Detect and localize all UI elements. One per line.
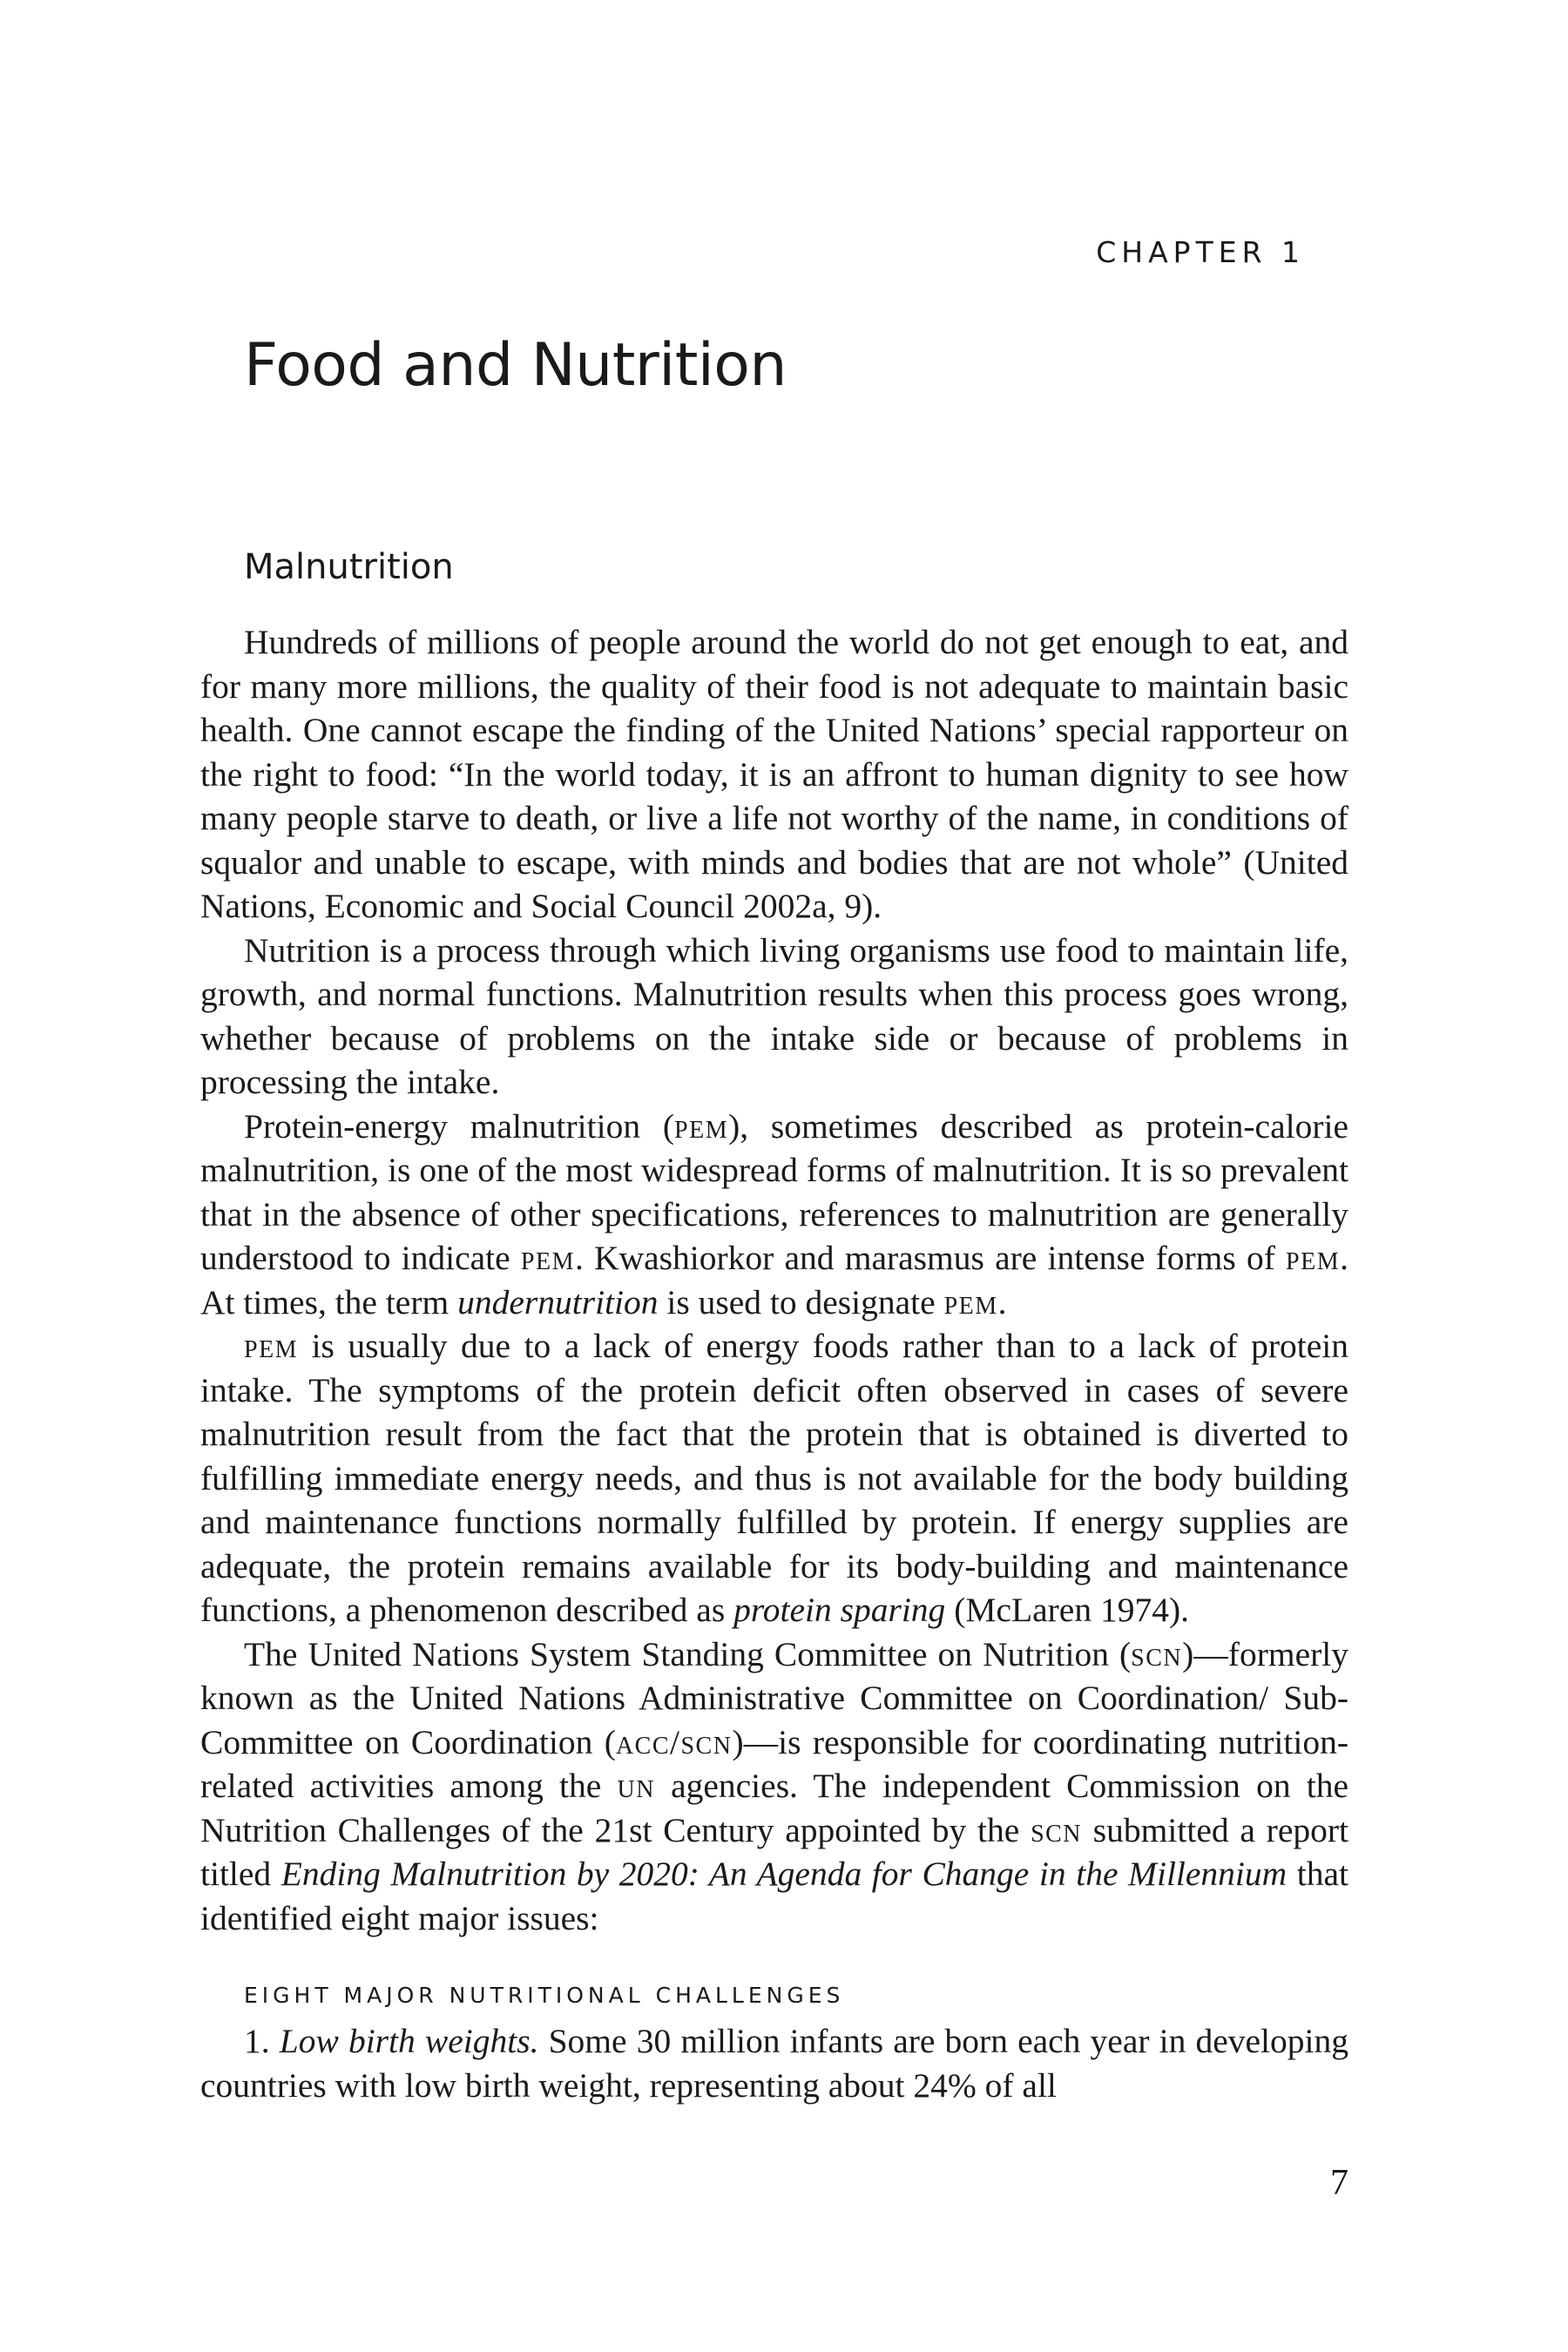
abbreviation: acc/scn: [615, 1722, 733, 1761]
abbreviation: pem: [674, 1106, 729, 1146]
text-run: . Kwashiorkor and marasmus are intense forms of: [574, 1239, 1287, 1277]
list-item-title: Low birth weights.: [279, 2022, 539, 2060]
abbreviation: un: [617, 1767, 655, 1805]
text-run: The United Nations System Standing Committee on Nutrition (: [244, 1634, 1132, 1673]
text-run: that identified eight major issues:: [200, 1855, 1348, 1937]
paragraph-1: Hundreds of millions of people around the world do not get enough to eat, and for many more millions, the quality of their food is not adequate to maintain basic health. One cannot escape the finding of the United Nations’ special rapporteur on the right to food: “In the world today, it is an affront to human dignity to see how many people starve to death, or live a life not worthy of the name, in conditions of squalor and unable to escape, with minds and bodies that are not whole” (United Nations, Economic and Social Council 2002a, 9).: [200, 623, 1348, 925]
paragraph-4: [200, 1324, 1348, 1632]
abbreviation: scn: [1131, 1634, 1183, 1673]
list-heading: EIGHT MAJOR NUTRITIONAL CHALLENGES: [244, 1983, 845, 2008]
page-number: 7: [1330, 2163, 1348, 2203]
text-run: is used to designate: [658, 1282, 944, 1321]
list-item-number: 1.: [244, 2022, 270, 2060]
section-heading: Malnutrition: [244, 547, 454, 587]
text-run: )—is responsible for coordinating nutrition-related activities among the: [200, 1722, 1348, 1805]
text-run: submitted a report titled: [200, 1810, 1348, 1893]
body-text: [200, 620, 1348, 1940]
text-run: ), sometimes described as protein-calorie malnutrition, is one of the most widespread forms of malnutrition. It is so prevalent that in the absence of other specifications, references to malnutrition are generally understood to indicate: [200, 1106, 1348, 1277]
text-run: Protein-energy malnutrition (: [244, 1106, 675, 1146]
list-item-text: Some 30 million infants are born each year in developing countries with low birth weight, representing about 24% of all: [200, 2022, 1348, 2105]
text-run: .: [997, 1282, 1007, 1321]
emphasis: Ending Malnutrition by 2020: An Agenda for Change in the Millennium: [280, 1855, 1288, 1893]
abbreviation: scn: [1031, 1810, 1083, 1849]
challenge-list: [200, 2019, 1348, 2107]
paragraph-2: Nutrition is a process through which living organisms use food to maintain life, growth, and normal functions. Malnutrition results when this process goes wrong, whether because of problems on the intake side or because of problems in processing the intake.: [200, 930, 1348, 1101]
text-run: )—formerly known as the United Nations Administrative Committee on Coordination/ Sub-Committee on Coordination (: [200, 1634, 1348, 1761]
abbreviation: pem: [520, 1239, 575, 1277]
emphasis: undernutrition: [457, 1282, 659, 1321]
abbreviation: pem: [244, 1327, 299, 1365]
abbreviation: pem: [943, 1282, 998, 1321]
list-item: [200, 2019, 1348, 2107]
emphasis: protein sparing: [733, 1591, 946, 1629]
paragraph-3: [200, 1105, 1348, 1325]
paragraph-5: [200, 1632, 1348, 1941]
text-run: (McLaren 1974).: [945, 1591, 1189, 1629]
chapter-label: CHAPTER 1: [1096, 235, 1305, 269]
text-run: . At times, the term: [200, 1239, 1348, 1321]
text-run: is usually due to a lack of energy foods rather than to a lack of protein intake. The symptoms of the protein deficit often observed in cases of severe malnutrition result from the fact that the protein that is obtained is diverted to fulfilling immediate energy needs, and thus is not available for the body building and maintenance functions normally fulfilled by protein. If energy supplies are adequate, the protein remains available for its body-building and maintenance functions, a phenomenon described as: [200, 1327, 1348, 1629]
chapter-title: Food and Nutrition: [244, 331, 787, 400]
text-run: agencies. The independent Commission on the Nutrition Challenges of the 21st Century appointed by the: [200, 1767, 1348, 1849]
abbreviation: pem: [1286, 1239, 1341, 1277]
